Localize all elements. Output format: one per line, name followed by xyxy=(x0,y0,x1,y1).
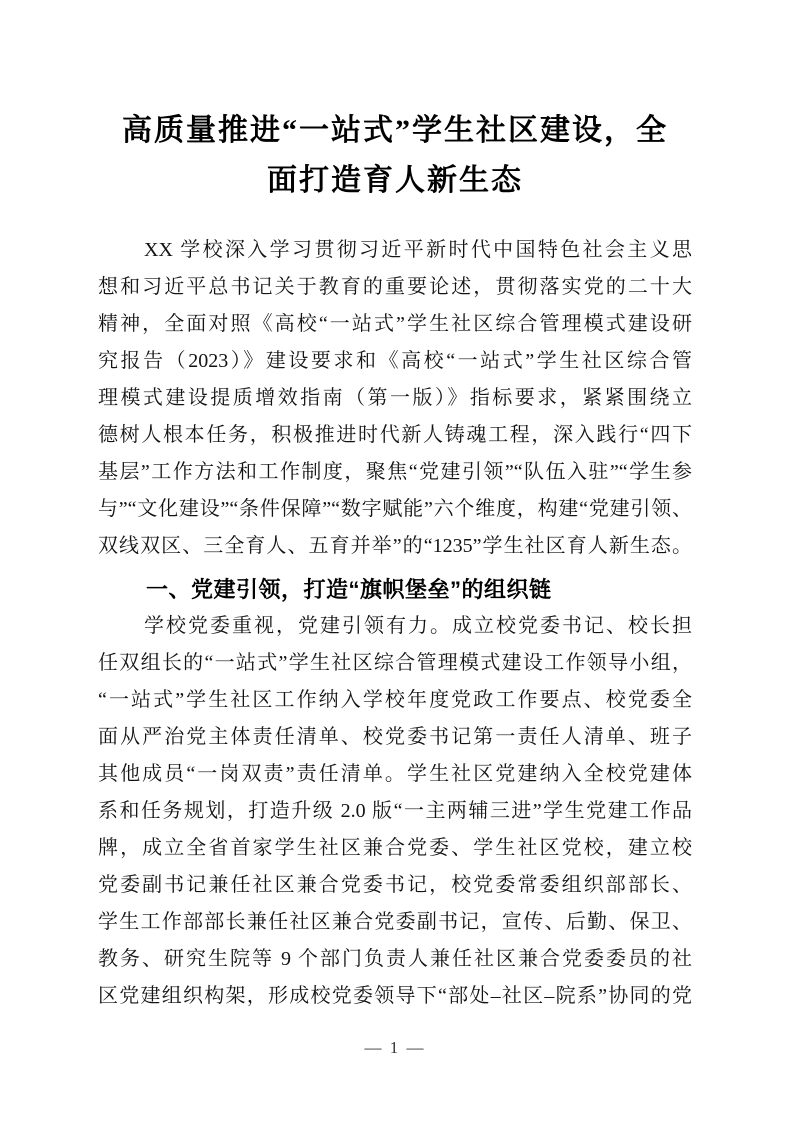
body-line: 牌，成立全省首家学生社区兼合党委、学生社区党校，建立校 xyxy=(98,837,692,859)
body-line: 理模式建设提质增效指南（第一版）》指标要求，紧紧围绕立 xyxy=(98,387,692,409)
body-line: 想和习近平总书记关于教育的重要论述，贯彻落实党的二十大 xyxy=(98,276,692,298)
body-line: 基层”工作方法和工作制度，聚焦“党建引领”“队伍入驻”“学生参 xyxy=(98,461,692,483)
title-line-2: 面打造育人新生态 xyxy=(267,164,523,197)
body-line: 德树人根本任务，积极推进时代新人铸魂工程，深入践行“四下 xyxy=(98,424,692,446)
body-line: 双线双区、三全育人、五育并举”的“1235”学生社区育人新生态。 xyxy=(98,535,692,557)
body-line: 教务、研究生院等 9 个部门负责人兼任社区兼合党委委员的社 xyxy=(98,948,692,970)
body-line: 学生工作部部长兼任社区兼合党委副书记，宣传、后勤、保卫、 xyxy=(98,911,692,933)
body-line: 面从严治党主体责任清单、校党委书记第一责任人清单、班子 xyxy=(98,726,692,748)
title-line-1: 高质量推进“一站式”学生社区建设，全 xyxy=(122,114,668,147)
body-line: 党委副书记兼任社区兼合党委书记，校党委常委组织部部长、 xyxy=(98,874,692,896)
body-line: 与”“文化建设”“条件保障”“数字赋能”六个维度，构建“党建引领、 xyxy=(98,498,692,520)
document-title xyxy=(98,106,692,206)
body-line: 区党建组织构架，形成校党委领导下“部处–社区–院系”协同的党 xyxy=(98,985,692,1007)
page-number: — 1 — xyxy=(364,1038,426,1057)
body-line: XX 学校深入学习贯彻习近平新时代中国特色社会主义思 xyxy=(144,239,692,261)
body-line: 学校党委重视，党建引领有力。成立校党委书记、校长担 xyxy=(144,615,692,637)
body-line: 系和任务规划，打造升级 2.0 版“一主两辅三进”学生党建工作品 xyxy=(98,800,692,822)
body-line: 其他成员“一岗双责”责任清单。学生社区党建纳入全校党建体 xyxy=(98,763,692,785)
body-line: 任双组长的“一站式”学生社区综合管理模式建设工作领导小组， xyxy=(98,652,692,674)
paragraph-intro xyxy=(98,232,692,565)
section-heading-1: 一、党建引领，打造“旗帜堡垒”的组织链 xyxy=(146,577,552,602)
paragraph-section-1 xyxy=(98,608,692,1015)
body-line: 究报告（2023）》建设要求和《高校“一站式”学生社区综合管 xyxy=(98,350,692,372)
body-line: “一站式”学生社区工作纳入学校年度党政工作要点、校党委全 xyxy=(98,689,692,711)
body-line: 精神，全面对照《高校“一站式”学生社区综合管理模式建设研 xyxy=(98,313,692,335)
